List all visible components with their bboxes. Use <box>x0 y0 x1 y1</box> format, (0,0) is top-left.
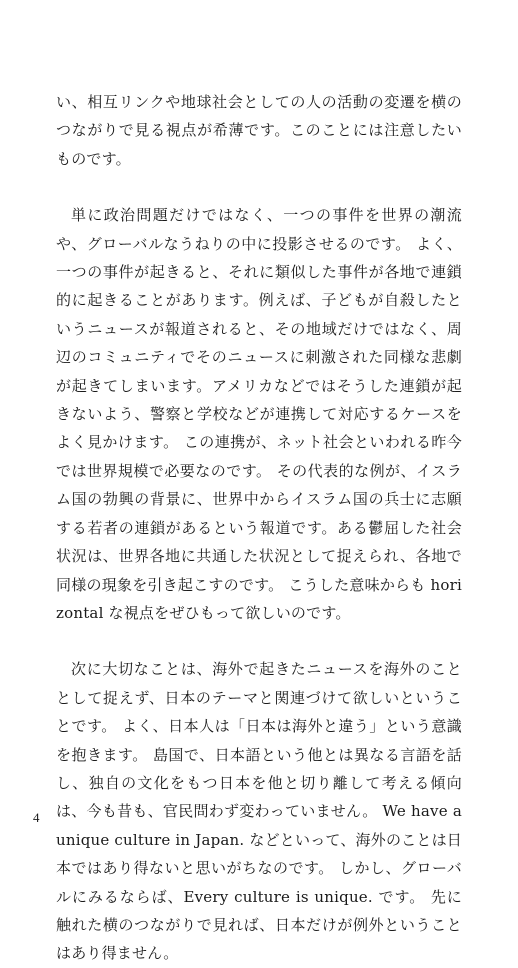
body-text <box>56 88 462 968</box>
page-number: 4 <box>33 810 40 825</box>
paragraph-japan-relation: 次に大切なことは、海外で起きたニュースを海外のこととして捉えず、日本のテーマと関連づけて欲しいということです。 よく、日本人は「日本は海外と違う」という意識を抱きます。 島国で、日本語という他とは異なる言語を話し、独自の文化をもつ日本を他と切り離して考える傾向は、今も昔も、官民問わず変わっていません。 We have a unique culture in Japan. などといって、海外のことは日本ではあり得ないと思いがちなのです。 しかし、グローバルにみるならば、Every culture is unique. です。 先に触れた横のつながりで見れば、日本だけが例外ということはあり得ません。 <box>56 660 462 963</box>
paragraph-horizontal-view: 単に政治問題だけではなく、一つの事件を世界の潮流や、グローバルなうねりの中に投影させるのです。 よく、一つの事件が起きると、それに類似した事件が各地で連鎖的に起きることがあります。例えば、子どもが自殺したというニュースが報道されると、その地域だけではなく、周辺のコミュニティでそのニュースに刺激された同様な悲劇が起きてしまいます。アメリカなどではそうした連鎖が起きないよう、警察と学校などが連携して対応するケースをよく見かけます。 この連携が、ネット社会といわれる昨今では世界規模で必要なのです。 その代表的な例が、イスラム国の勃興の背景に、世界中からイスラム国の兵士に志願する若者の連鎖があるという報道です。ある鬱屈した社会状況は、世界各地に共通した状況として捉えられ、各地で同様の現象を引き起こすのです。 こうした意味からも horizontal な視点をぜひもって欲しいのです。 <box>56 206 462 622</box>
paragraph-continuation: い、相互リンクや地球社会としての人の活動の変遷を横のつながりで見る視点が希薄です。このことには注意したいものです。 <box>56 93 462 168</box>
